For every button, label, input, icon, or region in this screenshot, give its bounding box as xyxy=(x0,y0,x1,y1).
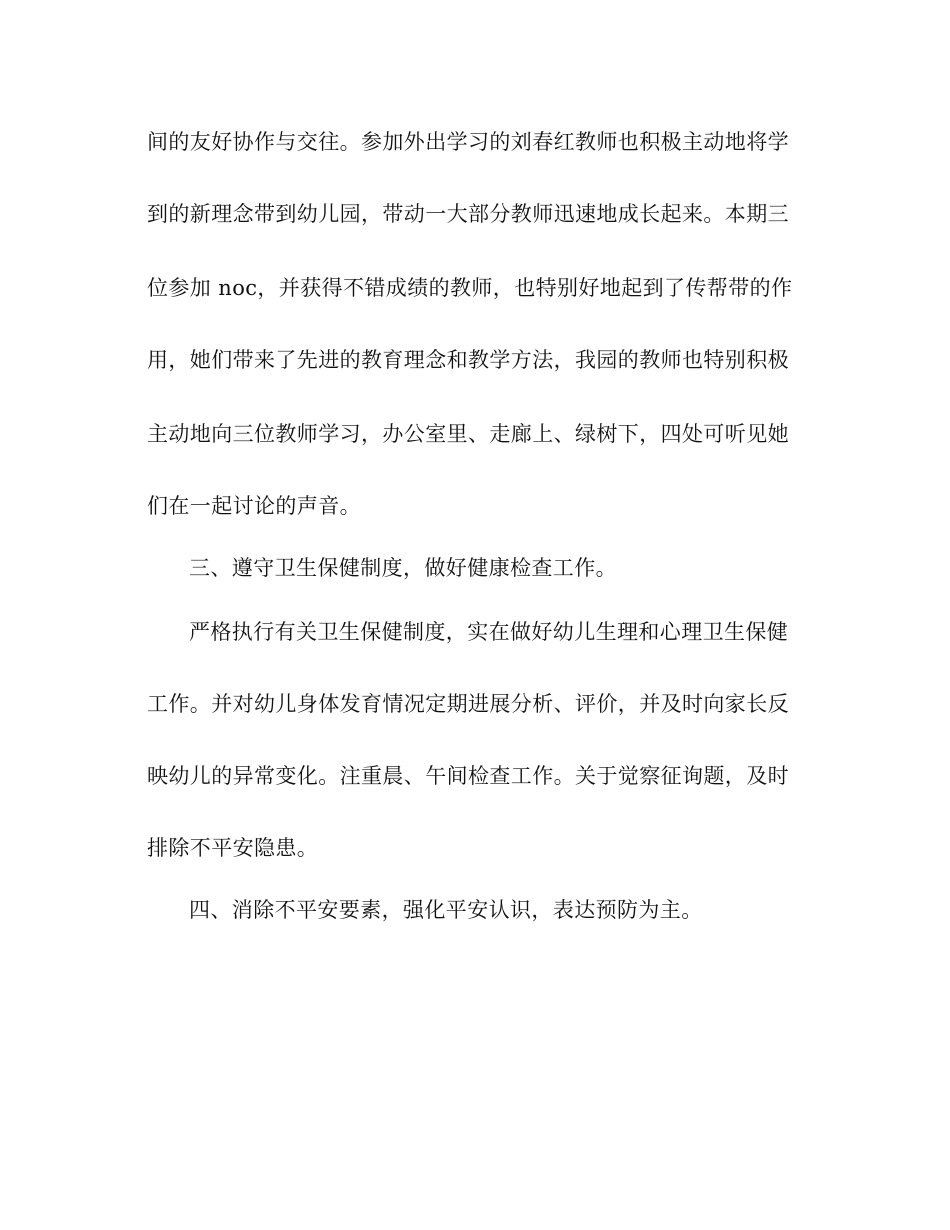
text-line: 们在一起讨论的声音。 xyxy=(147,494,361,518)
section-heading: 四、消除不平安要素，强化平安认识，表达预防为主。 xyxy=(189,898,703,922)
text-line: 严格执行有关卫生保健制度，实在做好幼儿生理和心理卫生保健 xyxy=(189,620,789,644)
text-line: 位参加 noc，并获得不错成绩的教师，也特别好地起到了传帮带的作 xyxy=(147,276,793,300)
text-line: 工作。并对幼儿身体发育情况定期进展分析、评价，并及时向家长反 xyxy=(147,692,789,716)
section-heading: 三、遵守卫生保健制度，做好健康检查工作。 xyxy=(189,556,617,580)
text-line: 用，她们带来了先进的教育理念和教学方法，我园的教师也特别积极 xyxy=(147,348,789,372)
text-line: 到的新理念带到幼儿园，带动一大部分教师迅速地成长起来。本期三 xyxy=(147,202,789,226)
text-line: 映幼儿的异常变化。注重晨、午间检查工作。关于觉察征询题，及时 xyxy=(147,764,789,788)
text-line: 主动地向三位教师学习，办公室里、走廊上、绿树下，四处可听见她 xyxy=(147,422,789,446)
text-line: 排除不平安隐患。 xyxy=(147,836,319,860)
text-line: 间的友好协作与交往。参加外出学习的刘春红教师也积极主动地将学 xyxy=(147,130,789,154)
